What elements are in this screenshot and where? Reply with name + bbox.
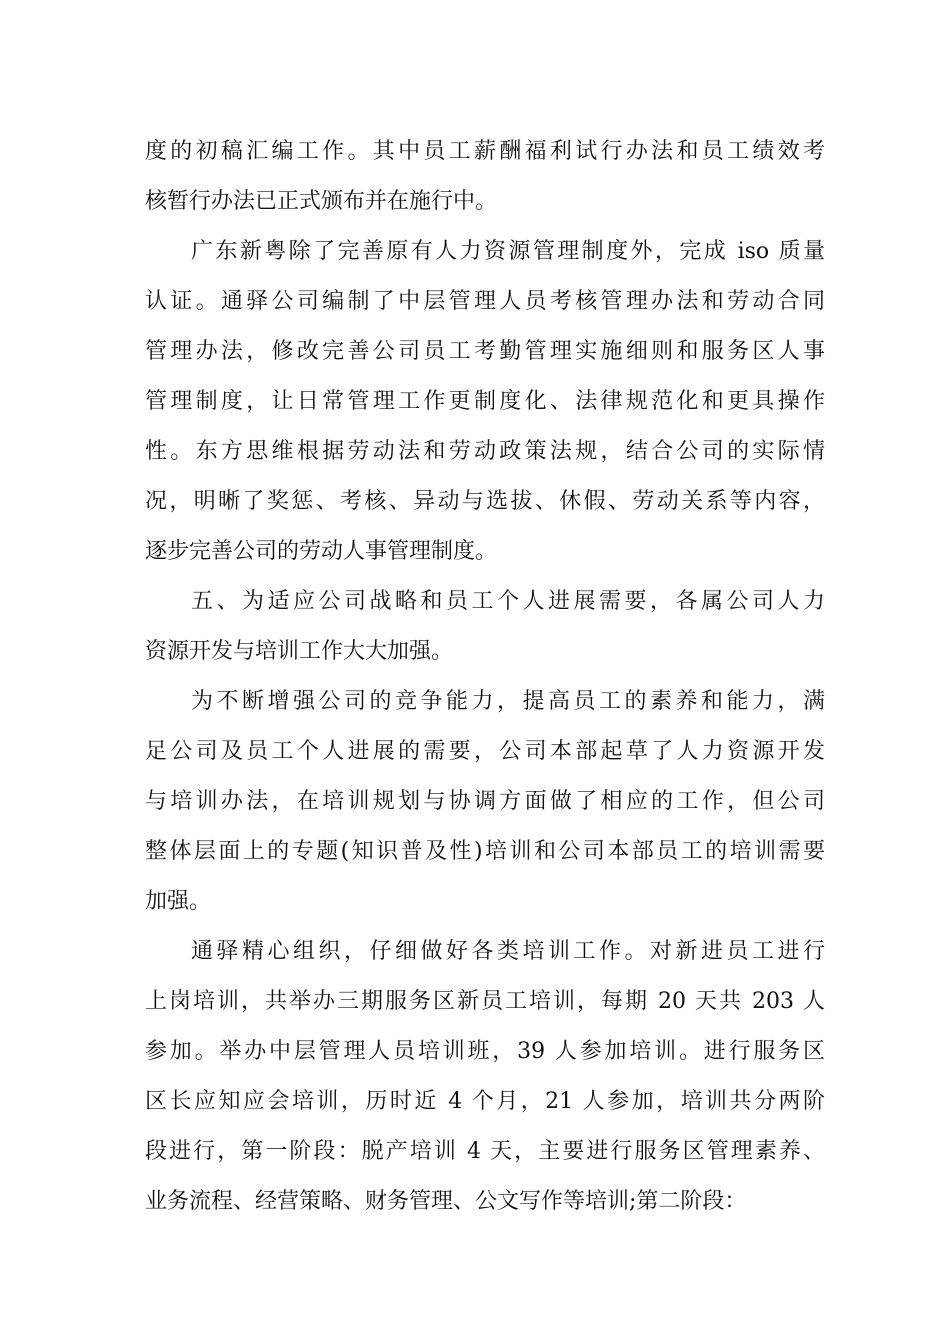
text-line: 度的初稿汇编工作。其中员工薪酬福利试行办法和员工绩效考: [145, 139, 825, 164]
text-line: 与培训办法，在培训规划与协调方面做了相应的工作，但公司: [145, 789, 825, 814]
paragraph-3: [145, 577, 825, 677]
text-line: 核暂行办法已正式颁布并在施行中。: [145, 189, 498, 214]
text-line: 性。东方思维根据劳动法和劳动政策法规，结合公司的实际情: [145, 439, 825, 464]
document-body: [145, 127, 825, 1227]
text-line: 上岗培训，共举办三期服务区新员工培训，每期 20 天共 203 人: [145, 989, 825, 1014]
text-line: 五、为适应公司战略和员工个人进展需要，各属公司人力: [191, 589, 825, 614]
text-line: 通驿精心组织，仔细做好各类培训工作。对新进员工进行: [191, 939, 825, 964]
text-line: 管理制度，让日常管理工作更制度化、法律规范化和更具操作: [145, 389, 825, 414]
text-line: 广东新粤除了完善原有人力资源管理制度外，完成 iso 质量: [191, 239, 825, 264]
text-line: 业务流程、经营策略、财务管理、公文写作等培训;第二阶段：: [145, 1189, 747, 1214]
text-line: 足公司及员工个人进展的需要，公司本部起草了人力资源开发: [145, 739, 825, 764]
paragraph-5: [145, 927, 825, 1227]
paragraph-4: [145, 677, 825, 927]
text-line: 区长应知应会培训，历时近 4 个月，21 人参加，培训共分两阶: [145, 1089, 825, 1114]
paragraph-2: [145, 227, 825, 577]
text-line: 参加。举办中层管理人员培训班，39 人参加培训。进行服务区: [145, 1039, 825, 1064]
text-line: 段进行，第一阶段：脱产培训 4 天，主要进行服务区管理素养、: [145, 1139, 825, 1164]
text-line: 资源开发与培训工作大大加强。: [145, 639, 454, 664]
text-line: 加强。: [145, 889, 212, 914]
paragraph-1: [145, 127, 825, 227]
text-line: 为不断增强公司的竞争能力，提高员工的素养和能力，满: [191, 689, 825, 714]
text-line: 况，明晰了奖惩、考核、异动与选拔、休假、劳动关系等内容，: [145, 489, 825, 514]
text-line: 整体层面上的专题(知识普及性)培训和公司本部员工的培训需要: [145, 839, 825, 864]
text-line: 管理办法，修改完善公司员工考勤管理实施细则和服务区人事: [145, 339, 825, 364]
text-line: 认证。通驿公司编制了中层管理人员考核管理办法和劳动合同: [145, 289, 825, 314]
text-line: 逐步完善公司的劳动人事管理制度。: [145, 539, 498, 564]
